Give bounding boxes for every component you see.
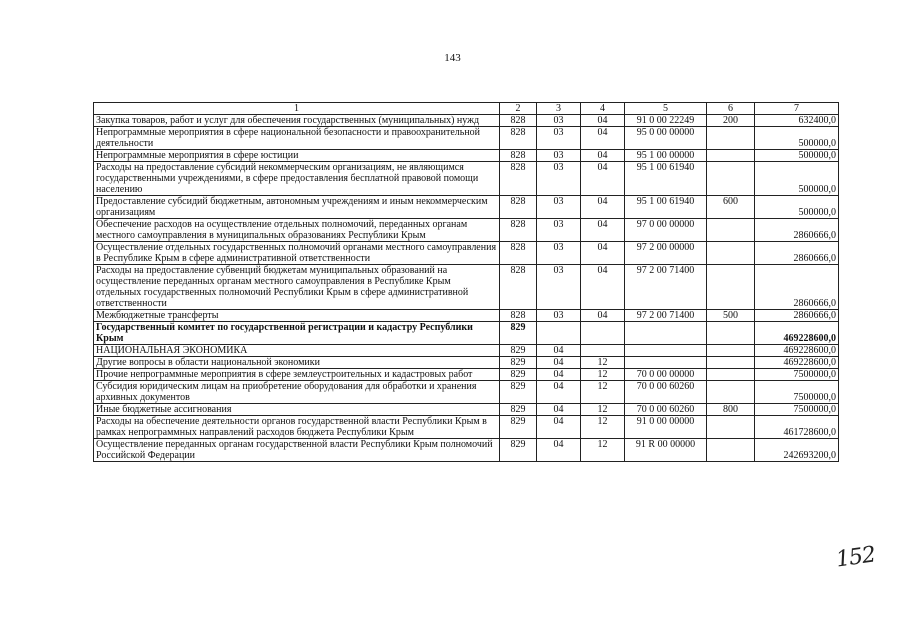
row-grbs-code: 828 [500, 310, 537, 322]
row-section-code: 03 [537, 310, 581, 322]
row-expense-type: 600 [707, 196, 755, 219]
table-row [94, 416, 839, 439]
row-section-code: 04 [537, 404, 581, 416]
row-name: Расходы на обеспечение деятельности органов государственной власти Республики Крым в рамках непрограммных направлений расходов бюджета Республики Крым [94, 416, 500, 439]
row-expense-type [707, 150, 755, 162]
row-grbs-code: 829 [500, 404, 537, 416]
row-amount: 242693200,0 [755, 439, 839, 462]
row-expense-type [707, 345, 755, 357]
row-name: Государственный комитет по государственной регистрации и кадастру Республики Крым [94, 322, 500, 345]
page-number: 143 [444, 52, 461, 64]
row-name: Иные бюджетные ассигнования [94, 404, 500, 416]
table-row [94, 369, 839, 381]
table-row [94, 150, 839, 162]
row-expense-type: 500 [707, 310, 755, 322]
row-name: Непрограммные мероприятия в сфере юстиции [94, 150, 500, 162]
row-name: Непрограммные мероприятия в сфере национальной безопасности и правоохранительной деятельности [94, 127, 500, 150]
col-header-7: 7 [755, 103, 839, 115]
row-subsection-code: 12 [581, 381, 625, 404]
row-expense-type [707, 322, 755, 345]
row-grbs-code: 829 [500, 345, 537, 357]
row-section-code: 04 [537, 345, 581, 357]
row-grbs-code: 828 [500, 219, 537, 242]
row-target-article: 97 2 00 71400 [625, 310, 707, 322]
row-name: Межбюджетные трансферты [94, 310, 500, 322]
table-row [94, 162, 839, 196]
table-row [94, 345, 839, 357]
row-target-article [625, 322, 707, 345]
table-row [94, 439, 839, 462]
row-target-article [625, 345, 707, 357]
table-row [94, 127, 839, 150]
row-name: НАЦИОНАЛЬНАЯ ЭКОНОМИКА [94, 345, 500, 357]
row-grbs-code: 829 [500, 416, 537, 439]
row-grbs-code: 828 [500, 115, 537, 127]
row-amount: 632400,0 [755, 115, 839, 127]
row-section-code: 03 [537, 265, 581, 310]
row-name: Осуществление переданных органам государственной власти Республики Крым полномочий Российской Федерации [94, 439, 500, 462]
table-row [94, 115, 839, 127]
row-target-article: 97 2 00 00000 [625, 242, 707, 265]
table-row [94, 219, 839, 242]
row-section-code: 04 [537, 416, 581, 439]
col-header-5: 5 [625, 103, 707, 115]
row-section-code: 04 [537, 381, 581, 404]
row-expense-type [707, 162, 755, 196]
table-row [94, 196, 839, 219]
row-name: Субсидия юридическим лицам на приобретение оборудования для обработки и хранения архивных документов [94, 381, 500, 404]
row-section-code [537, 322, 581, 345]
row-grbs-code: 829 [500, 439, 537, 462]
row-section-code: 04 [537, 357, 581, 369]
row-target-article: 70 0 00 60260 [625, 381, 707, 404]
handwritten-page-mark: 152 [834, 542, 877, 573]
row-subsection-code: 04 [581, 219, 625, 242]
row-expense-type [707, 127, 755, 150]
row-target-article [625, 357, 707, 369]
col-header-4: 4 [581, 103, 625, 115]
table-row [94, 242, 839, 265]
row-grbs-code: 828 [500, 127, 537, 150]
row-amount: 500000,0 [755, 150, 839, 162]
row-subsection-code: 12 [581, 439, 625, 462]
row-amount: 2860666,0 [755, 310, 839, 322]
col-header-1: 1 [94, 103, 500, 115]
row-subsection-code: 12 [581, 404, 625, 416]
row-section-code: 03 [537, 150, 581, 162]
row-subsection-code [581, 345, 625, 357]
row-amount: 461728600,0 [755, 416, 839, 439]
row-amount: 500000,0 [755, 196, 839, 219]
col-header-2: 2 [500, 103, 537, 115]
row-target-article: 91 0 00 22249 [625, 115, 707, 127]
row-section-code: 03 [537, 127, 581, 150]
row-amount: 500000,0 [755, 127, 839, 150]
row-amount: 469228600,0 [755, 322, 839, 345]
row-expense-type [707, 416, 755, 439]
row-target-article: 95 0 00 00000 [625, 127, 707, 150]
row-subsection-code: 04 [581, 242, 625, 265]
row-target-article: 70 0 00 00000 [625, 369, 707, 381]
row-subsection-code: 12 [581, 369, 625, 381]
row-grbs-code: 828 [500, 265, 537, 310]
header-row [94, 103, 839, 115]
row-subsection-code: 04 [581, 150, 625, 162]
row-amount: 2860666,0 [755, 219, 839, 242]
row-section-code: 03 [537, 219, 581, 242]
row-grbs-code: 829 [500, 357, 537, 369]
row-amount: 500000,0 [755, 162, 839, 196]
row-target-article: 91 0 00 00000 [625, 416, 707, 439]
row-expense-type: 200 [707, 115, 755, 127]
row-expense-type [707, 357, 755, 369]
row-grbs-code: 828 [500, 162, 537, 196]
row-target-article: 97 2 00 71400 [625, 265, 707, 310]
table-row [94, 404, 839, 416]
row-name: Закупка товаров, работ и услуг для обеспечения государственных (муниципальных) нужд [94, 115, 500, 127]
row-grbs-code: 829 [500, 369, 537, 381]
row-section-code: 03 [537, 196, 581, 219]
budget-table [93, 102, 839, 462]
table-row [94, 322, 839, 345]
row-name: Предоставление субсидий бюджетным, автономным учреждениям и иным некоммерческим организациям [94, 196, 500, 219]
row-expense-type: 800 [707, 404, 755, 416]
row-name: Расходы на предоставление субсидий некоммерческим организациям, не являющимся государственными учреждениями, в сфере предоставления бесплатной правовой помощи населению [94, 162, 500, 196]
row-expense-type [707, 219, 755, 242]
table-row [94, 357, 839, 369]
table-row [94, 310, 839, 322]
table-body [94, 103, 839, 462]
row-subsection-code: 04 [581, 127, 625, 150]
row-grbs-code: 829 [500, 381, 537, 404]
row-expense-type [707, 242, 755, 265]
row-section-code: 03 [537, 242, 581, 265]
row-subsection-code: 04 [581, 162, 625, 196]
row-grbs-code: 829 [500, 322, 537, 345]
row-subsection-code: 04 [581, 265, 625, 310]
row-amount: 469228600,0 [755, 357, 839, 369]
row-target-article: 70 0 00 60260 [625, 404, 707, 416]
row-section-code: 03 [537, 162, 581, 196]
row-grbs-code: 828 [500, 242, 537, 265]
row-name: Расходы на предоставление субвенций бюджетам муниципальных образований на осуществление переданных органам местного самоуправления в Республике Крым отдельных государственных полномочий Республики Крым в сфере административной ответственности [94, 265, 500, 310]
row-amount: 7500000,0 [755, 369, 839, 381]
col-header-3: 3 [537, 103, 581, 115]
row-subsection-code: 12 [581, 357, 625, 369]
row-name: Осуществление отдельных государственных полномочий органами местного самоуправления в Республике Крым в сфере административной ответственности [94, 242, 500, 265]
row-amount: 2860666,0 [755, 265, 839, 310]
row-amount: 469228600,0 [755, 345, 839, 357]
row-subsection-code [581, 322, 625, 345]
row-section-code: 03 [537, 115, 581, 127]
row-target-article: 95 1 00 00000 [625, 150, 707, 162]
row-subsection-code: 04 [581, 310, 625, 322]
row-target-article: 97 0 00 00000 [625, 219, 707, 242]
row-amount: 7500000,0 [755, 404, 839, 416]
row-name: Прочие непрограммные мероприятия в сфере землеустроительных и кадастровых работ [94, 369, 500, 381]
row-section-code: 04 [537, 439, 581, 462]
row-target-article: 95 1 00 61940 [625, 196, 707, 219]
row-section-code: 04 [537, 369, 581, 381]
row-grbs-code: 828 [500, 150, 537, 162]
row-amount: 2860666,0 [755, 242, 839, 265]
row-expense-type [707, 381, 755, 404]
table-row [94, 265, 839, 310]
row-subsection-code: 04 [581, 115, 625, 127]
row-amount: 7500000,0 [755, 381, 839, 404]
row-expense-type [707, 439, 755, 462]
row-target-article: 95 1 00 61940 [625, 162, 707, 196]
row-name: Другие вопросы в области национальной экономики [94, 357, 500, 369]
row-grbs-code: 828 [500, 196, 537, 219]
table-row [94, 381, 839, 404]
row-target-article: 91 R 00 00000 [625, 439, 707, 462]
col-header-6: 6 [707, 103, 755, 115]
row-name: Обеспечение расходов на осуществление отдельных полномочий, переданных органам местного самоуправления в муниципальных образованиях Республики Крым [94, 219, 500, 242]
row-expense-type [707, 369, 755, 381]
row-subsection-code: 04 [581, 196, 625, 219]
row-subsection-code: 12 [581, 416, 625, 439]
row-expense-type [707, 265, 755, 310]
